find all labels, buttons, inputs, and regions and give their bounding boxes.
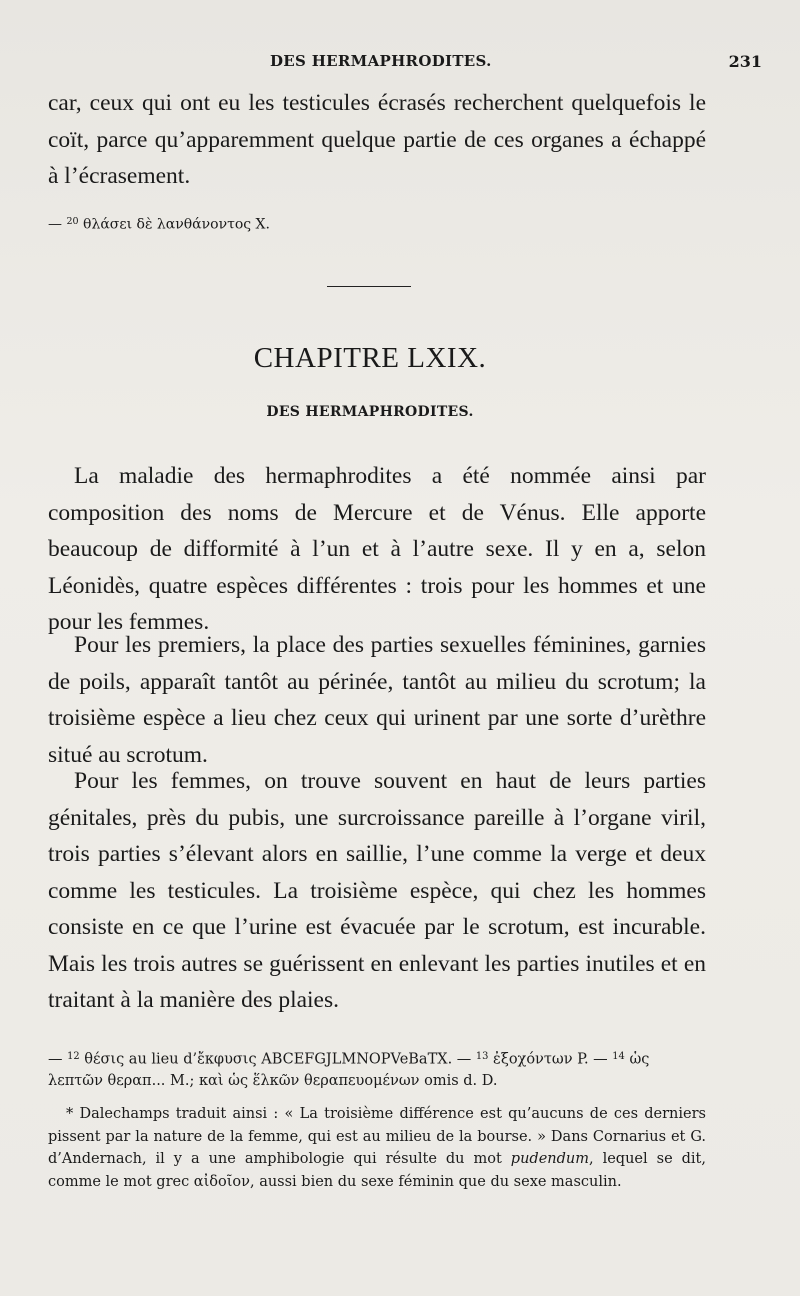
- note-number: 20: [66, 216, 79, 227]
- note-dash: —: [48, 216, 62, 233]
- translator-footnote: [48, 1103, 706, 1193]
- paragraph-text: car, ceux qui ont eu les testicules écrasés recherchent quelquefois le coït, parce qu’apparemment quelque partie de ces organes a échappé à l’écrasement.: [48, 90, 706, 189]
- note-number: 12: [67, 1051, 80, 1062]
- chapter-subtitle: DES HERMAPHRODITES.: [266, 404, 474, 420]
- chapter-title: CHAPITRE LXIX.: [253, 342, 487, 374]
- paragraph-1: [48, 458, 706, 641]
- footnote-part: , lequel se dit, comme le mot grec αἰδοῖον, aussi bien du sexe féminin que du sexe masculin.: [48, 1151, 706, 1190]
- paragraph-text: La maladie des hermaphrodites a été nommée ainsi par composition des noms de Mercure et de Vénus. Elle apporte beaucoup de difformité à l’un et à l’autre sexe. Il y en a, selon Léonidès, quatre espèces différentes : trois pour les hommes et une pour les femmes.: [48, 463, 706, 635]
- paragraph-text: Pour les femmes, on trouve souvent en haut de leurs parties génitales, près du pubis, une surcroissance pareille à l’organe viril, trois parties s’élevant alors en saillie, l’une comme la verge et deux comme les testicules. La troisième espèce, qui chez les hommes consiste en ce que l’urine est évacuée par le scrotum, est incurable. Mais les trois autres se guérissent en enlevant les parties inutiles et en traitant à la manière des plaies.: [48, 768, 706, 1013]
- note-text: ὡς λεπτῶν θεραπ... M.; καὶ ὡς ἕλκῶν θεραπευομένων omis d. D.: [48, 1051, 650, 1090]
- note-number: 14: [612, 1051, 625, 1062]
- page-number: 231: [728, 52, 762, 71]
- running-head: DES HERMAPHRODITES.: [270, 52, 492, 70]
- greek-variant-note: [48, 216, 270, 232]
- note-text: θέσις au lieu d’ἔκφυσις ABCEFGJLMNOPVeBaTX. —: [84, 1051, 472, 1068]
- note-text: ἐξοχόντων P. —: [493, 1051, 608, 1068]
- section-divider: [327, 286, 411, 287]
- footnote-italic-word: pudendum: [510, 1151, 589, 1167]
- variant-footnote-line: [48, 1046, 706, 1092]
- footnote-text: [48, 1103, 706, 1193]
- paragraph-3: [48, 763, 706, 1019]
- note-dash: —: [48, 1051, 63, 1068]
- variant-footnotes: [48, 1046, 706, 1092]
- paragraph-2: [48, 627, 706, 773]
- paragraph-text: Pour les premiers, la place des parties sexuelles féminines, garnies de poils, apparaît tantôt au périnée, tantôt au milieu du scrotum; la troisième espèce a lieu chez ceux qui urinent par une sorte d’urèthre situé au scrotum.: [48, 632, 706, 768]
- footnote-part: * Dalechamps traduit ainsi : « La troisième différence est qu’aucuns de ces derniers pissent par la nature de la femme, qui est au milieu de la bourse. » Dans Cornarius et G. d’Andernach, il y a une amphibologie qui résulte du mot: [48, 1106, 706, 1167]
- continued-paragraph: [48, 85, 706, 195]
- note-number: 13: [475, 1051, 489, 1062]
- note-text: θλάσει δὲ λανθάνοντος X.: [83, 216, 270, 233]
